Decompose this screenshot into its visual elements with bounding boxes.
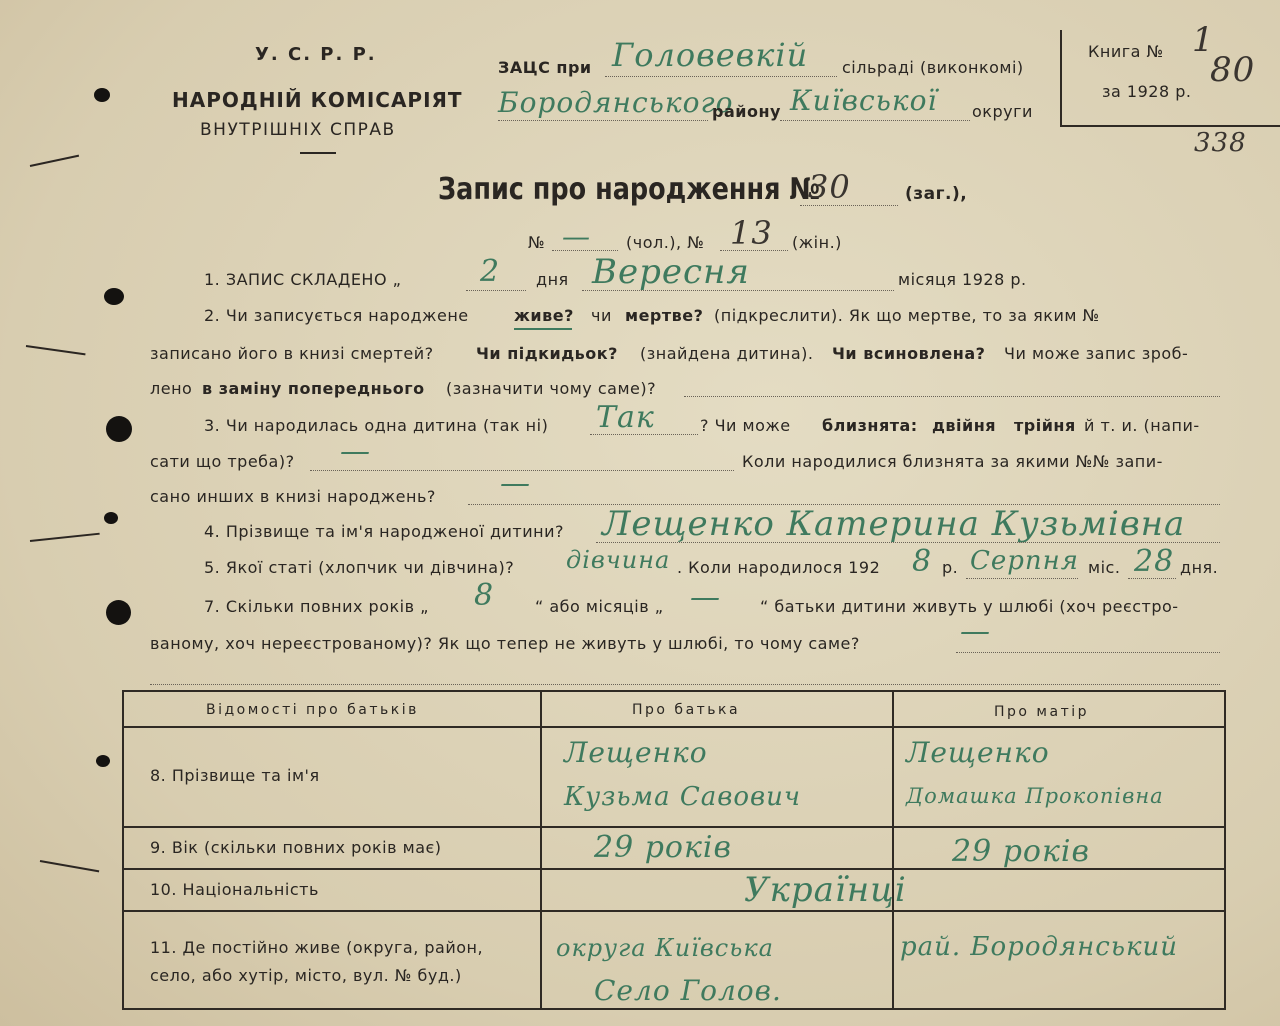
commissariat-name: НАРОДНІЙ КОМІСАРІЯТ	[172, 88, 463, 112]
item2-adopted: Чи всиновлена?	[832, 344, 986, 363]
item7-line2: ваному, хоч нереєстрованому)? Як що тепер не живуть у шлюбі, то чому саме?	[150, 634, 860, 653]
item2-line2-b: (знайдена дитина).	[640, 344, 814, 363]
item4-name-handwritten: Лещенко Катерина Кузьмівна	[602, 504, 1186, 544]
item2-line2-a: записано його в книзі смертей?	[150, 344, 434, 363]
row8-father-name: Кузьма Савович	[564, 782, 802, 812]
male-number-handwritten: —	[562, 220, 591, 253]
row9-label: 9. Вік (скільки повних років має)	[150, 838, 442, 857]
row8-mother-name: Домашка Прокопівна	[906, 784, 1164, 808]
okruga-line	[780, 120, 970, 121]
table-row-divider	[124, 910, 1224, 912]
item3-line2-a: сати що треба)?	[150, 452, 295, 471]
item2-line1-b: чи	[591, 306, 612, 325]
row11-label-line2: село, або хутір, місто, вул. № буд.)	[150, 966, 462, 985]
table-header-mother: Про матір	[994, 704, 1090, 720]
female-line	[720, 250, 788, 251]
item5-c: р.	[942, 558, 959, 577]
village-line	[605, 76, 837, 77]
item3-line2-b: Коли народилися близнята за якими №№ запи-	[742, 452, 1163, 471]
item7-months-handwritten: —	[690, 580, 721, 615]
record-title: Запис про народження №	[438, 172, 821, 207]
item3-answer-line	[590, 434, 698, 435]
male-line	[552, 250, 618, 251]
item3-b: ? Чи може	[700, 416, 791, 435]
paper-tear	[30, 155, 79, 167]
item2-line3-b: (зазначити чому саме)?	[446, 379, 657, 398]
paper-tear	[40, 860, 99, 872]
okruga-suffix: округи	[972, 102, 1033, 121]
header-rule	[300, 152, 336, 154]
village-suffix: сільраді (виконкомі)	[842, 58, 1024, 77]
raion-line	[498, 120, 708, 121]
item5-e: дня.	[1180, 558, 1219, 577]
item1-suffix: місяця 1928 р.	[898, 270, 1027, 289]
item5-month-handwritten: Серпня	[970, 546, 1080, 576]
item2-dead: мертве?	[625, 306, 704, 325]
item3-a: 3. Чи народилась одна дитина (так ні)	[204, 416, 549, 435]
item7-a: 7. Скільки повних років „	[204, 597, 429, 616]
table-header-info: Відомості про батьків	[206, 702, 419, 718]
table-row-divider	[124, 726, 1224, 728]
record-suffix: (заг.),	[905, 184, 968, 204]
item5-b: . Коли народилося 192	[677, 558, 881, 577]
raion-suffix: району	[712, 102, 781, 121]
item2-line1-c: (підкреслити). Як що мертве, то за яким №	[714, 306, 1100, 325]
item3-triplets: трійня	[1014, 416, 1076, 435]
record-number-handwritten: 30	[808, 168, 851, 206]
item3-answer-handwritten: Так	[596, 400, 655, 435]
book-label: Книга №	[1088, 42, 1164, 61]
row10-label: 10. Національність	[150, 880, 319, 899]
row8-mother-surname: Лещенко	[906, 736, 1050, 769]
corner-number2-handwritten: 338	[1194, 128, 1247, 158]
row11-okruga: округа Київська	[556, 934, 774, 962]
item5-d: міс.	[1088, 558, 1121, 577]
punch-hole	[104, 288, 124, 305]
item7-line3-fill	[150, 684, 1220, 685]
paper-tear	[30, 533, 100, 542]
item3-line3-handwritten: —	[500, 466, 531, 501]
corner-number-handwritten: 80	[1210, 50, 1256, 90]
item2-replace: в заміну попереднього	[202, 379, 425, 398]
item5-year-handwritten: 8	[912, 544, 933, 579]
male-label: (чол.), №	[626, 233, 705, 252]
republic-name: У. С. Р. Р.	[255, 44, 377, 65]
item7-c: “ батьки дитини живуть у шлюбі (хоч реєстро-	[760, 597, 1179, 616]
item1-day-handwritten: 2	[480, 254, 501, 289]
punch-hole	[104, 512, 118, 524]
table-col-divider	[892, 692, 894, 1008]
row10-nationality: Українці	[744, 870, 907, 910]
parents-table	[122, 690, 1226, 1010]
punch-hole	[94, 88, 110, 102]
punch-hole	[96, 755, 110, 767]
item7-years-handwritten: 8	[474, 578, 495, 613]
row11-village: Село Голов.	[594, 974, 782, 1007]
row8-label: 8. Прізвище та ім'я	[150, 766, 320, 785]
item1-month-handwritten: Вересня	[592, 252, 750, 292]
row8-father-surname: Лещенко	[564, 736, 708, 769]
item2-line1-a: 2. Чи записується народжене	[204, 306, 469, 325]
item3-c: й т. и. (напи-	[1084, 416, 1200, 435]
row9-father-age: 29 років	[594, 830, 732, 865]
item7-line2-fill	[956, 652, 1220, 653]
item3-line3-a: сано инших в книзі народжень?	[150, 487, 436, 506]
table-col-divider	[540, 692, 542, 1008]
item2-line2-c: Чи може запис зроб-	[1004, 344, 1189, 363]
book-number-handwritten: 1	[1192, 20, 1215, 60]
item4-line	[596, 542, 1220, 543]
item5-a: 5. Якої статі (хлопчик чи дівчина)?	[204, 558, 515, 577]
item5-day-handwritten: 28	[1134, 544, 1175, 579]
row11-raion: рай. Бородянський	[900, 932, 1179, 962]
female-label: (жін.)	[792, 233, 842, 252]
item7-line2-handwritten: —	[960, 614, 991, 649]
okruga-handwritten: Київської	[790, 84, 938, 117]
village-handwritten: Головевкій	[612, 36, 809, 74]
item1-day-line	[466, 290, 526, 291]
zags-label: ЗАЦС при	[498, 58, 592, 77]
paper-tear	[26, 345, 86, 355]
item2-alive-underline	[514, 328, 572, 330]
item5-day-line	[1128, 578, 1176, 579]
item5-sex-handwritten: дівчина	[566, 546, 671, 574]
row9-mother-age: 29 років	[952, 834, 1090, 869]
subtitle-no: №	[528, 233, 546, 252]
item1-month-line	[582, 290, 894, 291]
female-number-handwritten: 13	[730, 214, 773, 252]
item2-line3-a: лено	[150, 379, 193, 398]
table-header-father: Про батька	[632, 702, 741, 718]
punch-hole	[106, 600, 131, 625]
table-row-divider	[124, 826, 1224, 828]
item2-line3-fill	[684, 396, 1220, 397]
item2-alive: живе?	[514, 306, 574, 325]
item1-day-label: дня	[536, 270, 569, 289]
item3-twins: близнята:	[822, 416, 918, 435]
item3-twins2: двійня	[932, 416, 997, 435]
item3-line2-handwritten: —	[340, 434, 371, 469]
item1-prefix: 1. ЗАПИС СКЛАДЕНО „	[204, 270, 402, 289]
row11-label-line1: 11. Де постійно живе (округа, район,	[150, 938, 484, 957]
item7-b: “ або місяців „	[535, 597, 664, 616]
item5-month-line	[966, 578, 1078, 579]
raion-handwritten: Бородянського	[498, 86, 734, 119]
item4-a: 4. Прізвище та ім'я народженої дитини?	[204, 522, 564, 541]
item2-foundling: Чи підкидьок?	[476, 344, 618, 363]
punch-hole	[106, 416, 132, 442]
department-name: ВНУТРІШНІХ СПРАВ	[200, 120, 396, 140]
year-label: за 1928 р.	[1102, 82, 1192, 101]
record-number-line	[800, 205, 898, 206]
